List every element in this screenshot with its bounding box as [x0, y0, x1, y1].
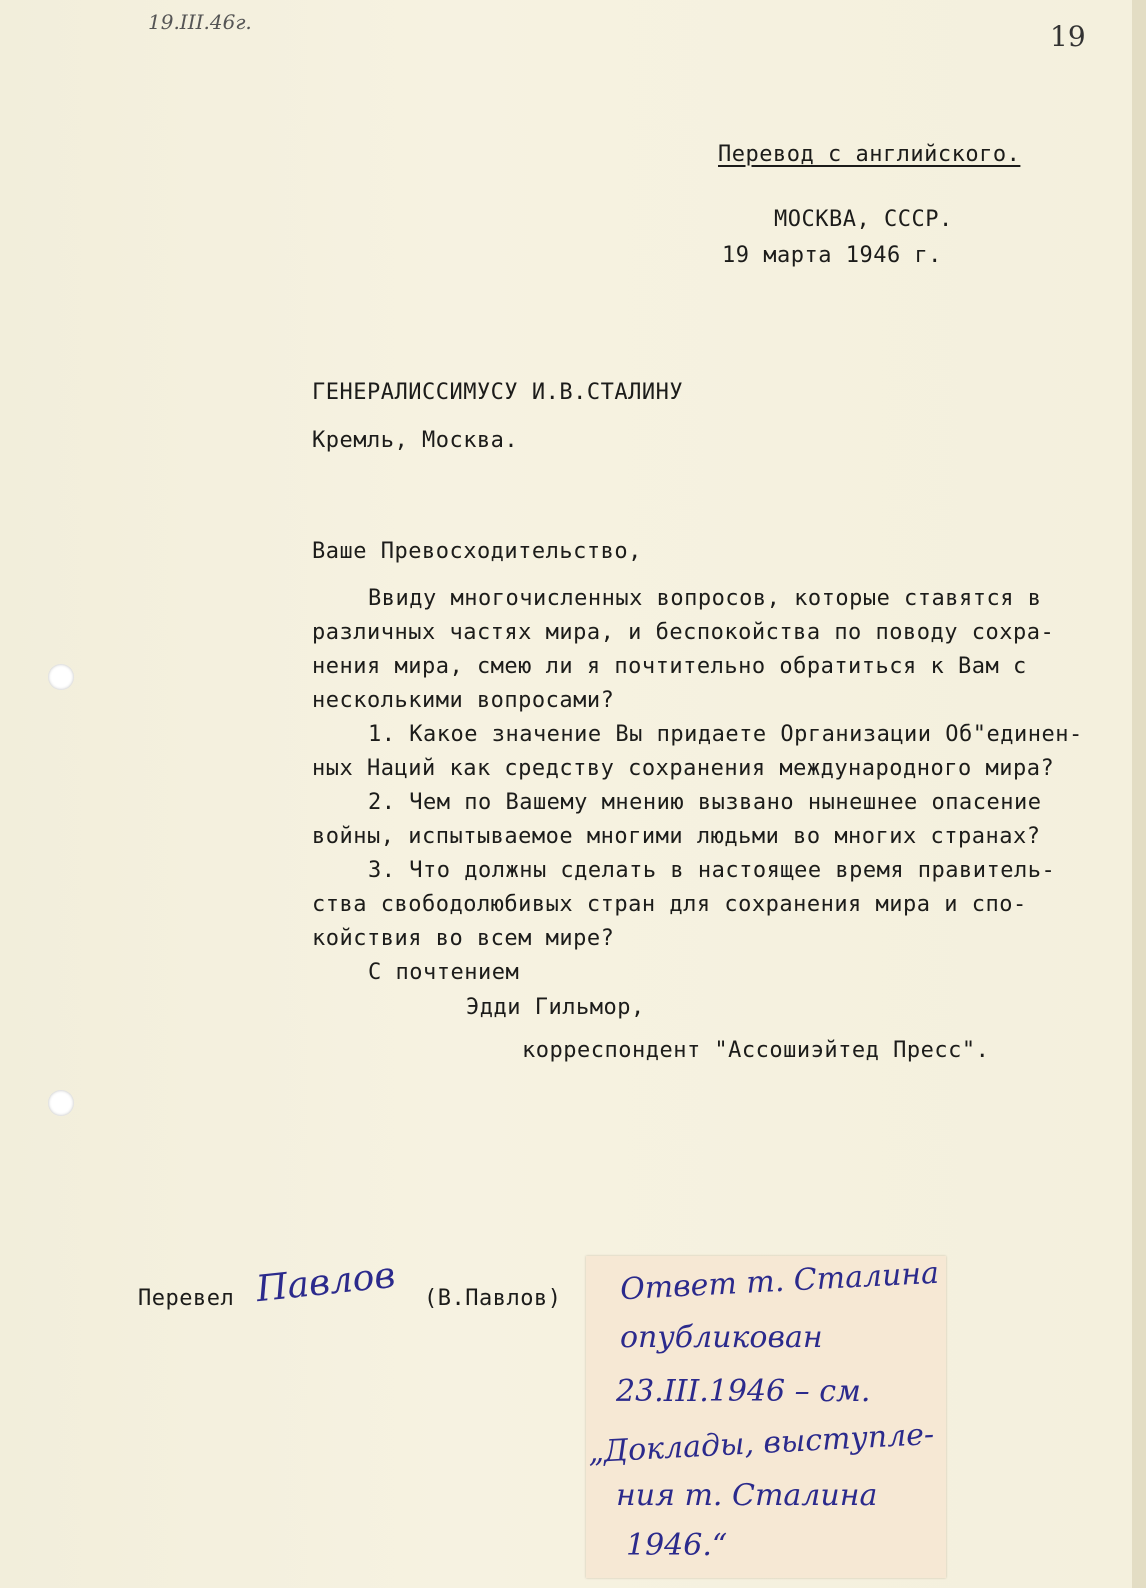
salutation: Ваше Превосходительство, — [312, 539, 642, 564]
body-line: Ввиду многочисленных вопросов, которые ставятся в — [368, 586, 1042, 611]
punch-hole-top — [48, 664, 74, 690]
translator-name: (В.Павлов) — [424, 1286, 562, 1311]
translation-note: Перевод с английского. — [718, 142, 1021, 167]
question-1-line: 1. Какое значение Вы придаете Организации Об"единен- — [368, 722, 1083, 747]
translator-signature: Павлов — [254, 1254, 398, 1311]
body-line: нения мира, смею ли я почтительно обратиться к Вам с — [312, 654, 1027, 679]
question-3-line: ства свободолюбивых стран для сохранения мира и спо- — [312, 892, 1027, 917]
translator-label: Перевел — [138, 1286, 235, 1311]
closing-regards: С почтением — [368, 960, 520, 985]
sticker-line: опубликован — [620, 1320, 823, 1355]
archive-date-note: 19.III.46г. — [148, 10, 252, 34]
sticker-line: „Доклады, выступле- — [587, 1416, 935, 1471]
archive-sticker — [586, 1256, 946, 1578]
question-3-line: койствия во всем мире? — [312, 926, 615, 951]
question-1-line: ных Наций как средству сохранения международного мира? — [312, 756, 1055, 781]
sticker-line: 1946.“ — [626, 1528, 728, 1563]
closing-title: корреспондент "Ассошиэйтед Пресс". — [522, 1038, 990, 1063]
closing-signer: Эдди Гильмор, — [466, 995, 645, 1020]
page-number: 19 — [1050, 20, 1086, 53]
addressee-name: ГЕНЕРАЛИССИМУСУ И.В.СТАЛИНУ — [312, 380, 684, 405]
punch-hole-bottom — [48, 1090, 74, 1116]
question-2-line: войны, испытываемое многими людьми во многих странах? — [312, 824, 1041, 849]
question-2-line: 2. Чем по Вашему мнению вызвано нынешнее опасение — [368, 790, 1042, 815]
sticker-line: ния т. Сталина — [616, 1478, 878, 1513]
addressee-location: Кремль, Москва. — [312, 428, 519, 453]
question-3-line: 3. Что должны сделать в настоящее время правитель- — [368, 858, 1056, 883]
date-line: 19 марта 1946 г. — [722, 243, 942, 268]
sticker-line: 23.III.1946 – см. — [616, 1374, 871, 1409]
sticker-line: Ответ т. Сталина — [619, 1255, 940, 1308]
body-line: несколькими вопросами? — [312, 688, 615, 713]
place-line: МОСКВА, СССР. — [774, 207, 953, 232]
body-line: различных частях мира, и беспокойства по поводу сохра- — [312, 620, 1055, 645]
